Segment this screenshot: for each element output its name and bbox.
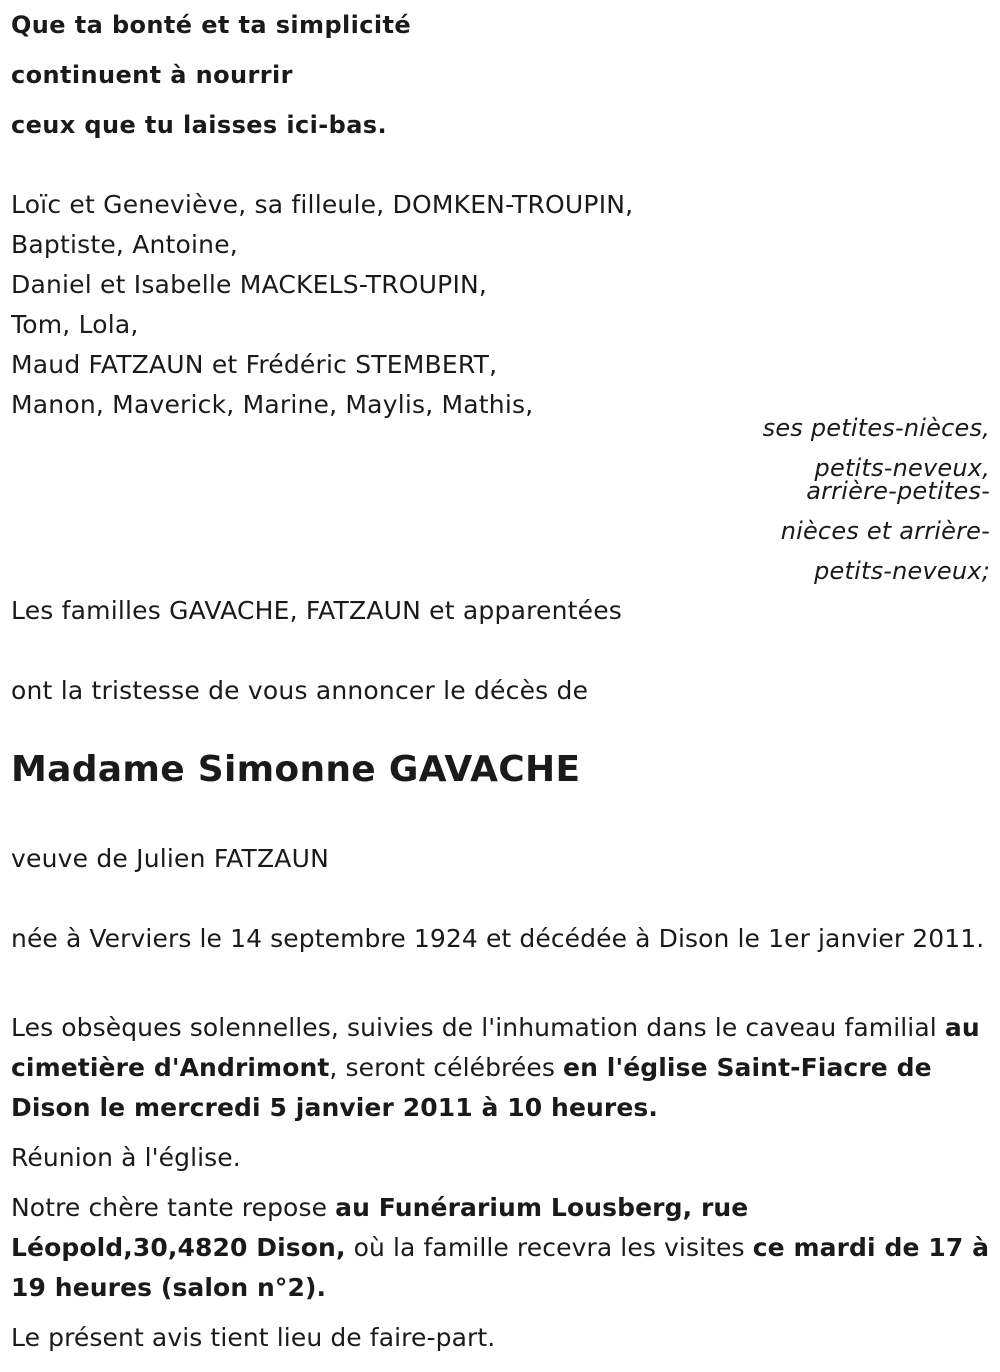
- widow-of-line: veuve de Julien FATZAUN: [11, 844, 329, 873]
- relation-line-5: petits-neveux;: [814, 557, 990, 585]
- visitation-text-2: où la famille recevra les visites: [345, 1233, 753, 1262]
- deceased-name: Madame Simonne GAVACHE: [11, 749, 581, 790]
- closing-line: Le présent avis tient lieu de faire-part.: [11, 1323, 496, 1352]
- birth-death-paragraph: née à Verviers le 14 septembre 1924 et décédée à Dison le 1er janvier 2011.: [11, 924, 985, 953]
- relation-line-4: nièces et arrière-: [780, 517, 990, 545]
- family-line-5: Maud FATZAUN et Frédéric STEMBERT,: [11, 350, 498, 379]
- visitation-hours: ce mardi de 17 à 19 heures (salon n°2).: [11, 1233, 990, 1302]
- family-line-4: Tom, Lola,: [11, 310, 139, 339]
- funeral-paragraph: [11, 1008, 993, 1128]
- relation-line-3: arrière-petites-: [806, 477, 990, 505]
- announcement-line: ont la tristesse de vous annoncer le décès de: [11, 676, 589, 705]
- visitation-text-1: Notre chère tante repose: [11, 1193, 336, 1222]
- family-line-3: Daniel et Isabelle MACKELS-TROUPIN,: [11, 270, 488, 299]
- relation-line-1: ses petites-nièces,: [762, 414, 990, 442]
- relation-line-2: petits-neveux,: [814, 454, 990, 482]
- family-line-1: Loïc et Geneviève, sa filleule, DOMKEN-TROUPIN,: [11, 190, 634, 219]
- verse-line-2: continuent à nourrir: [11, 61, 293, 89]
- visitation-paragraph: [11, 1188, 993, 1308]
- funeral-cemetery: au cimetière d'Andrimont: [11, 1013, 980, 1082]
- meeting-line: Réunion à l'église.: [11, 1143, 241, 1172]
- family-line-2: Baptiste, Antoine,: [11, 230, 238, 259]
- funeral-text-2: , seront célébrées: [329, 1053, 564, 1082]
- families-line: Les familles GAVACHE, FATZAUN et apparentées: [11, 596, 623, 625]
- verse-line-3: ceux que tu laisses ici-bas.: [11, 111, 387, 139]
- verse-line-1: Que ta bonté et ta simplicité: [11, 11, 412, 39]
- visitation-funeral-home: au Funérarium Lousberg, rue Léopold,30,4820 Dison,: [11, 1193, 749, 1262]
- funeral-church-date: en l'église Saint-Fiacre de Dison le mercredi 5 janvier 2011 à 10 heures.: [11, 1053, 932, 1122]
- funeral-text-1: Les obsèques solennelles, suivies de l'inhumation dans le caveau familial: [11, 1013, 945, 1042]
- family-line-6: Manon, Maverick, Marine, Maylis, Mathis,: [11, 390, 534, 419]
